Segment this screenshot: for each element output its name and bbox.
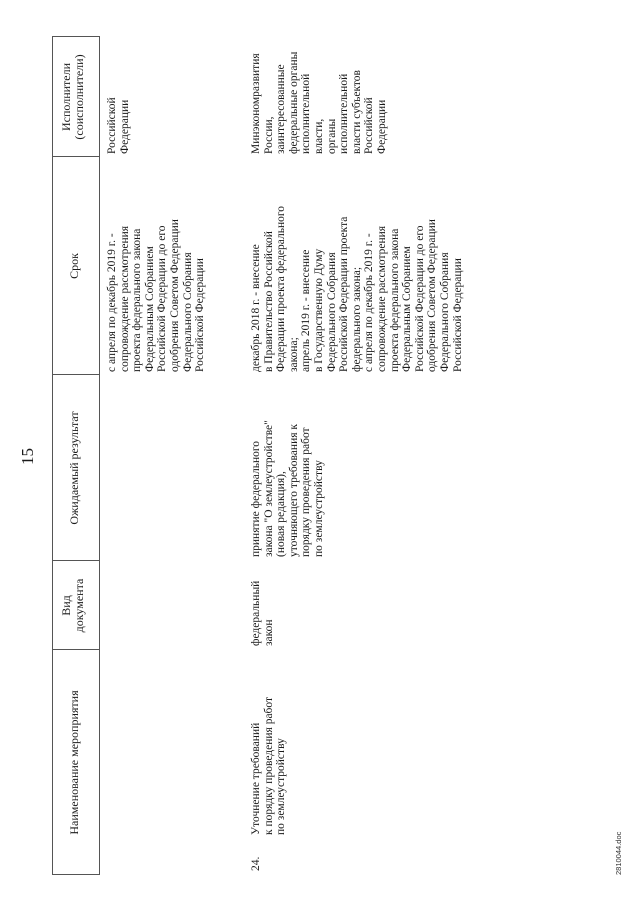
row-1-deadline: с апреля по декабрь 2019 г. - сопровождение рассмотрения проекта федерального закона Федеральным Собранием Российской Федерации до его одобрения Советом Федерации Федерального Собрания Российской Федерации <box>106 219 207 372</box>
row-24-executors: Минэкономразвития России, заинтересованные федеральные органы исполнительной власти, органы исполнительной власти субъектов Российской Федерации <box>250 51 388 154</box>
header-deadline: Срок <box>67 253 81 279</box>
row-24-number: 24. <box>250 856 262 871</box>
header-result: Ожидаемый результат <box>67 411 81 525</box>
header-bottom-rule <box>99 36 100 875</box>
file-name-footer: 2810044.doc <box>614 831 623 875</box>
row-24-deadline: декабрь 2018 г. - внесение в Правительство Российской Федерации проекта федерального закона; апрель 2019 г. - внесение в Государственную Думу Федерального Собрания Российской Федерации проекта федерального закона; с апреля по декабрь 2019 г. - сопровождение рассмотрения проекта федерального закона Федеральным Собранием Российской Федерации до его одобрения Советом Федерации Федерального Собрания Российской Федерации <box>250 205 464 372</box>
header-name: Наименование мероприятия <box>67 690 81 835</box>
row-1-executors: Российской Федерации <box>106 97 131 154</box>
table-top-rule <box>52 36 53 875</box>
row-24-result: принятие федерального закона "О землеустройстве" (новая редакция), уточняющего требования к порядку проведения работ по землеустройству <box>250 420 325 557</box>
header-executors: Исполнители (соисполнители) <box>59 54 86 140</box>
page-number: 15 <box>18 448 37 465</box>
header-doc-type: Вид документа <box>59 578 86 633</box>
row-24-name: Уточнение требований к порядку проведения работ по землеустройству <box>250 696 288 835</box>
activities-table <box>52 36 602 875</box>
row-24-doc-type: федеральный закон <box>250 580 275 646</box>
